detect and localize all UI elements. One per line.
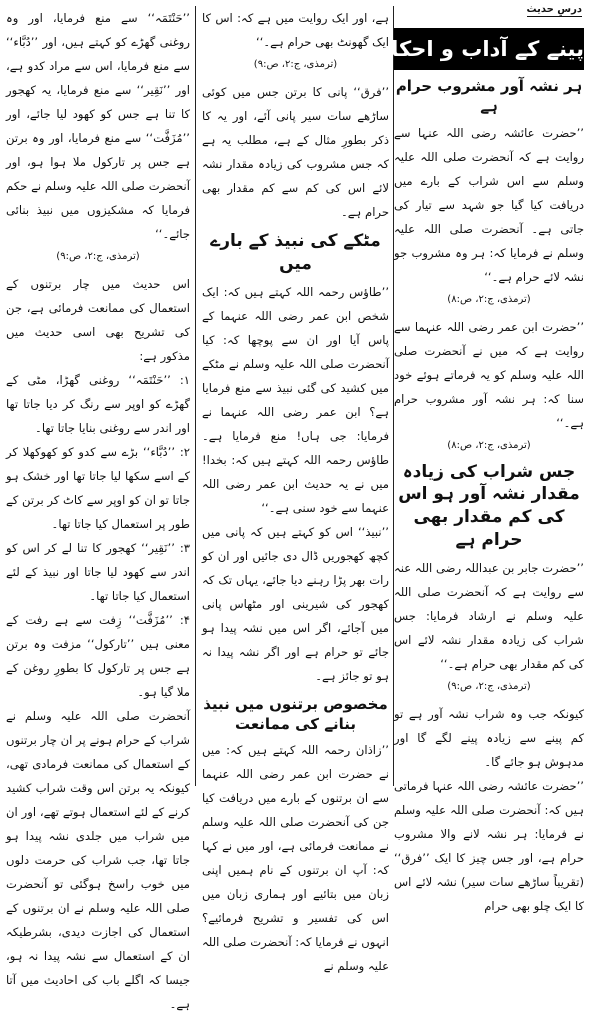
commentary-paragraph: آنحضرت صلی اللہ علیہ وسلم نے شراب کے حرام ہونے پر ان چار برتنوں کے استعمال کی ممانعت فرمادی تھی، کیونکہ یہ برتن اس وقت شراب کشید کرنے کے لئے استعمال ہوتے تھے، اور ان میں شراب میں جلدی نشہ پیدا ہو جاتا تھا، جب شراب کی حرمت دلوں میں خوب راسخ ہوگئی تو آنحضرت صلی اللہ علیہ وسلم نے ان برتنوں کے استعمال کی اجازت دیدی، بشرطیکہ ان کے استعمال سے نشہ پیدا نہ ہو، جیسا کہ اگلے باب کی احادیث میں آتا ہے۔ [6,709,190,1011]
commentary-paragraph: ’’فرق‘‘ پانی کا برتن جس میں کوئی ساڑھے سات سیر پانی آئے، اور یہ کا ذکر بطورِ مثال کے ہے، مطلب یہ ہے کہ جس مشروب کی زیادہ مقدار نشہ لائے اس کی کم سے کم مقدار بھی حرام ہے۔ [202,85,389,219]
section-heading: مٹکے کی نبیذ کے بارے میں [210,231,381,274]
hadith-paragraph: ’’حضرت ابن عمر رضی اللہ عنہما سے روایت ہے کہ میں نے آنحضرت صلی اللہ علیہ وسلم کو یہ فرماتے ہوئے خود سنا کہ: ہر نشہ آور مشروب حرام ہے۔‘‘ [394,319,584,430]
hadith-paragraph: ’’حضرت جابر بن عبداللہ رضی اللہ عنہ سے روایت ہے کہ آنحضرت صلی اللہ علیہ وسلم نے ارشاد فرمایا: جس شراب کی زیادہ مقدار نشہ لائے اس کی کم مقدار بھی حرام ہے۔‘‘ [394,561,584,672]
section-tag: درسِ حدیث [526,4,582,15]
column-divider [195,6,196,786]
list-item: ۲: ’’دُبَّاء‘‘ بڑے سے کدو کو کھوکھلا کر کے اسے سکھا لیا جاتا تھا اور خشک ہو جاتا تو ان کو اوپر سے کاٹ کر برتن کے طور پر استعمال کیا جاتا تھا۔ [6,445,190,531]
hadith-paragraph: ’’طاؤس رحمہ اللہ کہتے ہیں کہ: ایک شخص ابن عمر رضی اللہ عنہما کے پاس آیا اور ان سے پوچھا کہ: کیا آنحضرت صلی اللہ علیہ وسلم نے مٹکے میں کشید کی گئی نبیذ سے منع فرمایا ہے؟ ابن عمر رضی اللہ عنہما نے فرمایا: جی ہاں! منع فرمایا ہے۔ طاؤس رحمہ اللہ کہتے ہیں کہ: بخدا! میں نے یہ حدیث ابن عمر رضی اللہ عنہما سے خود سنی ہے۔‘‘ [202,284,389,515]
section-heading: جس شراب کی زیادہ مقدار نشہ آور ہو اس کی کم مقدار بھی حرام ہے [398,461,580,551]
list-item: ۴: ’’مُزَفَّت‘‘ زِفت سے ہے رفت کے معنی ہیں ’’تارکول‘‘ مزفت وہ برتن ہے جس پر تارکول کا بطورِ روغن کے ملا گیا ہو۔ [6,613,190,699]
hadith-paragraph: ’’زاذان رحمہ اللہ کہتے ہیں کہ: میں نے حضرت ابن عمر رضی اللہ عنہما سے ان برتنوں کے بارے میں دریافت کیا جن کی آنحضرت صلی اللہ علیہ وسلم نے ممانعت فرمائی ہے، اور میں نے کہا کہ: آپ ان برتنوں کے نام ہمیں اپنی زبان میں بتائیے اور ہماری زبان میں اس کی تفسیر و تشریح فرمائیے؟ انہوں نے فرمایا کہ: آنحضرت صلی اللہ علیہ وسلم نے [202,743,389,974]
middle-column [202,6,389,974]
left-column [6,6,190,1011]
hadith-paragraph: ہے، اور ایک روایت میں ہے کہ: اس کا ایک گھونٹ بھی حرام ہے۔‘‘ [202,11,389,49]
commentary-paragraph: ’’نبیذ‘‘ اس کو کہتے ہیں کہ پانی میں کچھ کھجوریں ڈال دی جائیں اور ان کو رات بھر پڑا رہنے دیا جائے، یہاں تک کہ کھجور کی شیرینی اور مٹھاس پانی میں آجائے، اگر اس میں نشہ پیدا ہو جائے تو حرام ہے اور اگر نشہ پیدا نہ ہو تو جائز ہے۔ [202,524,389,683]
commentary-paragraph: کیونکہ جب وہ شراب نشہ آور ہے تو کم پینے سے زیادہ پینے لگے گا اور مدہوش ہو جائے گا۔ [394,707,584,770]
list-item: ۱: ’’حَنْتَمَہ‘‘ روغنی گھڑا، مٹی کے گھڑے کو اوپر سے رنگ کر دیا جاتا تھا اور اندر سے روغنی بنایا جاتا تھا۔ [6,373,190,435]
hadith-paragraph: ’’حضرت عائشہ رضی اللہ عنہا سے روایت ہے کہ آنحضرت صلی اللہ علیہ وسلم سے اس شراب کے بارے میں دریافت کیا گیا جو شہد سے تیار کی جاتی ہے۔ آنحضرت صلی اللہ علیہ وسلم نے فرمایا کہ: ہر وہ مشروب جو نشہ لائے حرام ہے۔‘‘ [394,125,584,284]
hadith-paragraph: ’’حَنْتَمَہ‘‘ سے منع فرمایا، اور وہ روغنی گھڑے کو کہتے ہیں، اور ’’دُبَّاء‘‘ سے منع فرمایا، اس سے مراد کدو ہے، اور ’’نَقِیر‘‘ سے منع فرمایا، یہ کھجور کا تنا ہے جس کو کھود لیا جائے، اور ’’مُزَفَّت‘‘ سے منع فرمایا، اور وہ برتن ہے جس پر تارکول ملا ہوا ہو، اور آنحضرت صلی اللہ علیہ وسلم نے حکم فرمایا کہ مشکیزوں میں نبیذ بنائی جائے۔‘‘ [6,11,190,241]
reference-citation: (ترمذی، ج:۲، ص:۸) [447,293,531,305]
reference-citation: (ترمذی، ج:۲، ص:۹) [253,59,338,70]
reference-citation: (ترمذی، ج:۲، ص:۹) [447,681,531,693]
hadith-paragraph: ’’حضرت عائشہ رضی اللہ عنہا فرماتی ہیں کہ: آنحضرت صلی اللہ علیہ وسلم نے فرمایا: ہر نشہ لانے والا مشروب حرام ہے، اور جس چیز کا ایک ’’فرق‘‘ (تقریباً ساڑھے سات سیر) نشہ لائے اس کا ایک چلو بھی حرام [394,779,584,914]
section-heading: مخصوص برتنوں میں نبیذ بنانے کی ممانعت [203,694,388,734]
list-item: ۳: ’’نَقِیر‘‘ کھجور کا تنا لے کر اس کو اندر سے کھود لیا جاتا اور نبیذ کے لئے استعمال کیا جاتا تھا۔ [6,541,190,603]
commentary-paragraph: اس حدیث میں چار برتنوں کے استعمال کی ممانعت فرمائی ہے، جن کی تشریح بھی اسی حدیث میں مذکور ہے: [6,277,190,363]
right-column [375,26,584,914]
reference-citation: (ترمذی، ج:۲، ص:۹) [56,251,140,262]
reference-citation: (ترمذی، ج:۲، ص:۸) [447,439,531,451]
page-title-banner: پینے کے آداب و احکام [394,28,584,70]
section-heading: ہر نشہ آور مشروب حرام ہے [395,77,583,116]
